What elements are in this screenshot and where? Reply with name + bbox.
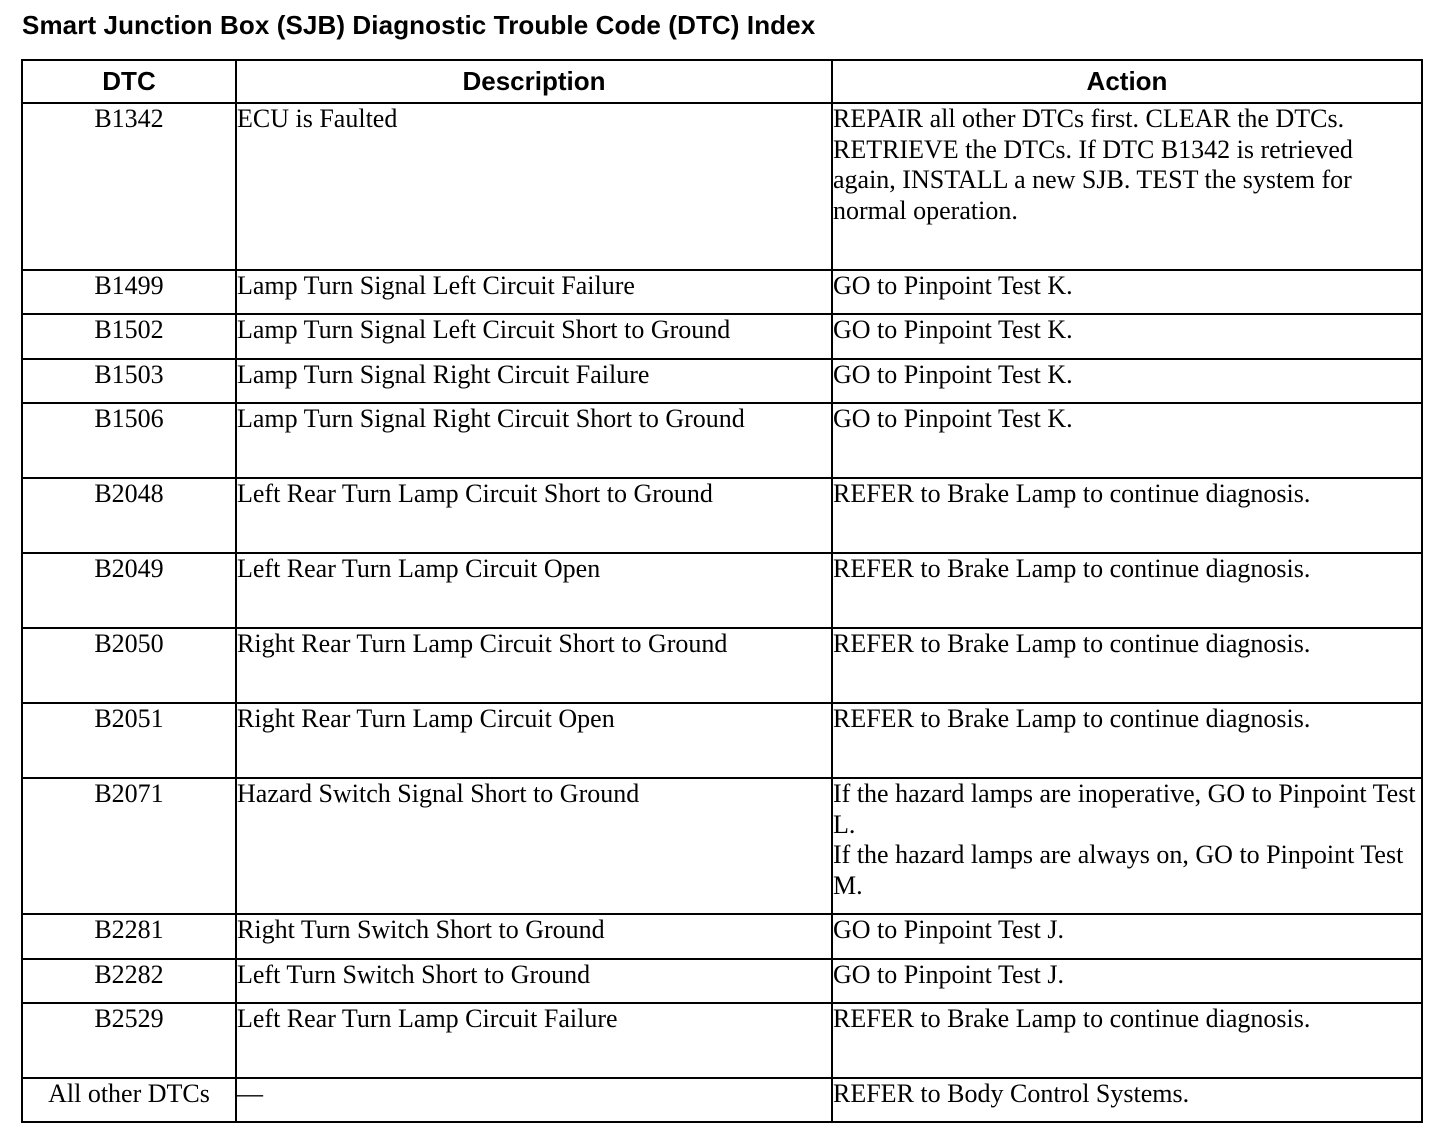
dtc-code-cell: B1503 [22,359,236,403]
dtc-action-text: GO to Pinpoint Test K. [833,271,1073,300]
dtc-description-cell: Left Rear Turn Lamp Circuit Failure [236,1003,832,1078]
dtc-description-cell: Lamp Turn Signal Left Circuit Short to Ground [236,314,832,359]
dtc-index-table [21,59,1423,1123]
header-action: Action [832,60,1422,103]
dtc-action-text: REFER to Brake Lamp to continue diagnosis. [833,1004,1311,1033]
table-row [22,478,1422,553]
table-row [22,103,1422,270]
dtc-action-cell [832,703,1422,778]
dtc-description-cell: Left Rear Turn Lamp Circuit Open [236,553,832,628]
dtc-code-cell: B2049 [22,553,236,628]
dtc-code-cell: B1342 [22,103,236,270]
dtc-code-cell: B2048 [22,478,236,553]
dtc-action-text: REFER to Brake Lamp to continue diagnosis. [833,704,1311,733]
dtc-action-text: GO to Pinpoint Test J. [833,960,1065,989]
dtc-action-cell [832,478,1422,553]
dtc-description-cell: Lamp Turn Signal Left Circuit Failure [236,270,832,314]
dtc-code-cell: B2529 [22,1003,236,1078]
dtc-description-cell: Hazard Switch Signal Short to Ground [236,778,832,914]
dtc-action-text: GO to Pinpoint Test K. [833,360,1073,389]
table-header-row [22,60,1422,103]
table-row [22,553,1422,628]
table-row [22,1078,1422,1122]
dtc-action-cell [832,359,1422,403]
table-row [22,628,1422,703]
dtc-action-cell [832,553,1422,628]
dtc-action-text: REFER to Brake Lamp to continue diagnosis. [833,629,1311,658]
dtc-action-cell [832,778,1422,914]
table-row [22,314,1422,359]
dtc-code-cell: B1499 [22,270,236,314]
dtc-action-text: REFER to Brake Lamp to continue diagnosis. [833,479,1311,508]
dtc-code-cell: B2051 [22,703,236,778]
dtc-action-cell [832,959,1422,1003]
dtc-action-text: GO to Pinpoint Test K. [833,315,1073,344]
dtc-code-cell: All other DTCs [22,1078,236,1122]
dtc-code-cell: B1502 [22,314,236,359]
table-row [22,778,1422,914]
dtc-action-cell [832,1003,1422,1078]
dtc-code-cell: B2071 [22,778,236,914]
dtc-description-cell: Left Rear Turn Lamp Circuit Short to Ground [236,478,832,553]
header-description: Description [236,60,832,103]
dtc-code-cell: B2282 [22,959,236,1003]
dtc-action-cell [832,103,1422,270]
dtc-description-cell: Right Rear Turn Lamp Circuit Short to Ground [236,628,832,703]
dtc-action-text: If the hazard lamps are inoperative, GO to Pinpoint Test L. [833,779,1416,839]
dtc-action-text: REFER to Brake Lamp to continue diagnosis. [833,554,1311,583]
page-title: Smart Junction Box (SJB) Diagnostic Trouble Code (DTC) Index [22,10,816,40]
dtc-action-text: REPAIR all other DTCs first. CLEAR the DTCs. RETRIEVE the DTCs. If DTC B1342 is retrieved again, INSTALL a new SJB. TEST the system for normal operation. [833,104,1353,225]
dtc-description-cell: — [236,1078,832,1122]
dtc-action-cell [832,403,1422,478]
dtc-code-cell: B1506 [22,403,236,478]
dtc-description-cell: Left Turn Switch Short to Ground [236,959,832,1003]
dtc-action-text: If the hazard lamps are always on, GO to Pinpoint Test M. [833,840,1404,900]
table-row [22,1003,1422,1078]
dtc-action-cell [832,914,1422,959]
dtc-description-cell: ECU is Faulted [236,103,832,270]
dtc-description-cell: Lamp Turn Signal Right Circuit Failure [236,359,832,403]
dtc-action-cell [832,314,1422,359]
table-row [22,703,1422,778]
table-row [22,270,1422,314]
dtc-action-cell [832,1078,1422,1122]
dtc-action-text: GO to Pinpoint Test K. [833,404,1073,433]
table-row [22,403,1422,478]
dtc-action-text: GO to Pinpoint Test J. [833,915,1065,944]
dtc-code-cell: B2281 [22,914,236,959]
table-row [22,959,1422,1003]
dtc-action-cell [832,270,1422,314]
dtc-description-cell: Lamp Turn Signal Right Circuit Short to Ground [236,403,832,478]
dtc-action-cell [832,628,1422,703]
header-dtc: DTC [22,60,236,103]
dtc-code-cell: B2050 [22,628,236,703]
dtc-description-cell: Right Turn Switch Short to Ground [236,914,832,959]
table-row [22,914,1422,959]
table-row [22,359,1422,403]
table-body [22,103,1422,1122]
dtc-action-text: REFER to Body Control Systems. [833,1079,1190,1108]
dtc-description-cell: Right Rear Turn Lamp Circuit Open [236,703,832,778]
